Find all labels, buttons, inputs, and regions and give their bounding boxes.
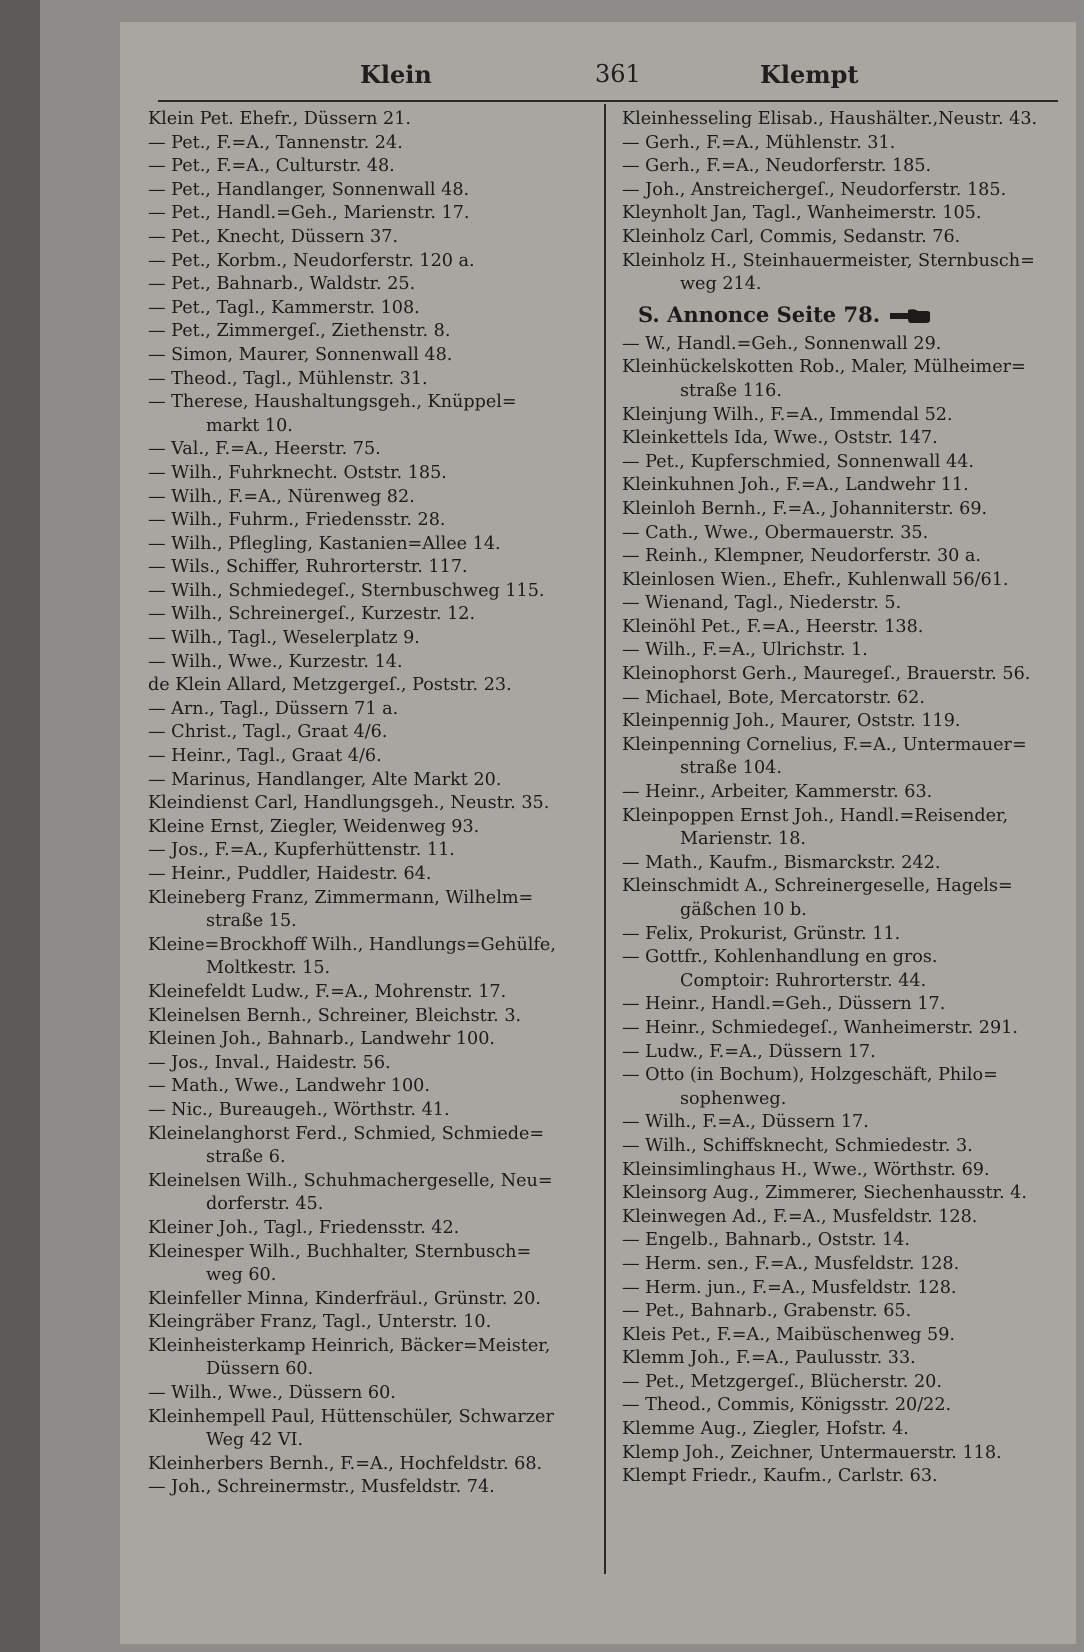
entry-text: Kleinefeldt Ludw., F.=A., Mohrenstr. 17. <box>148 981 507 1002</box>
directory-entry <box>622 1324 1062 1348</box>
entry-text: Kleineberg Franz, Zimmermann, Wilhelm= <box>148 887 534 908</box>
entry-continuation <box>148 1146 598 1170</box>
directory-entry <box>148 863 598 887</box>
directory-entry <box>148 934 598 958</box>
directory-entry <box>622 569 1062 593</box>
entry-text: — Jos., F.=A., Kupferhüttenstr. 11. <box>148 840 455 861</box>
entry-text: Kleinhempell Paul, Hüttenschüler, Schwarzer <box>148 1406 554 1427</box>
entry-text: Klemp Joh., Zeichner, Untermauerstr. 118. <box>622 1442 1002 1463</box>
entry-text: — Pet., Zimmergeſ., Ziethenstr. 8. <box>148 321 451 342</box>
entry-text: — Pet., Korbm., Neudorferstr. 120 a. <box>148 250 475 271</box>
entry-text: — Wilh., Fuhrm., Friedensstr. 28. <box>148 510 446 531</box>
directory-entry <box>148 1335 598 1359</box>
entry-text: — Wilh., F.=A., Düssern 17. <box>622 1112 869 1133</box>
entry-text: — Pet., Kupferschmied, Sonnenwall 44. <box>622 451 974 472</box>
directory-entry <box>622 1111 1062 1135</box>
entry-text: S. Annonce Seite 78. <box>638 301 881 327</box>
directory-entry <box>148 698 598 722</box>
entry-text: — Heinr., Handl.=Geh., Düssern 17. <box>622 994 946 1015</box>
entry-text: — Wienand, Tagl., Niederstr. 5. <box>622 593 902 614</box>
directory-entry <box>148 603 598 627</box>
entry-text: — Jos., Inval., Haidestr. 56. <box>148 1052 391 1073</box>
entry-continuation <box>148 1264 598 1288</box>
directory-entry <box>148 1453 598 1477</box>
entry-text: — Otto (in Bochum), Holzgeschäft, Philo= <box>622 1065 998 1086</box>
entry-text: Kleinkettels Ida, Wwe., Oststr. 147. <box>622 428 938 449</box>
directory-entry <box>622 356 1062 380</box>
directory-entry <box>622 250 1062 274</box>
directory-entry <box>622 805 1062 829</box>
entry-text: Klemme Aug., Ziegler, Hofstr. 4. <box>622 1419 909 1440</box>
directory-entry <box>148 745 598 769</box>
entry-text: — Nic., Bureaugeh., Wörthstr. 41. <box>148 1099 450 1120</box>
directory-entry <box>622 1182 1062 1206</box>
entry-text: — Pet., Handl.=Geh., Marienstr. 17. <box>148 203 470 224</box>
directory-entry <box>622 1064 1062 1088</box>
directory-entry <box>148 1099 598 1123</box>
entry-text: — Wilh., Schmiedegeſ., Sternbuschweg 115. <box>148 580 545 601</box>
directory-entry <box>148 651 598 675</box>
directory-entry <box>622 1465 1062 1489</box>
directory-entry <box>622 1041 1062 1065</box>
entry-text: weg 214. <box>680 274 762 295</box>
entry-text: Klempt Friedr., Kaufm., Carlstr. 63. <box>622 1466 938 1487</box>
entry-continuation <box>622 899 1062 923</box>
entry-text: — Pet., Metzgergeſ., Blücherstr. 20. <box>622 1371 942 1392</box>
directory-entry <box>622 1442 1062 1466</box>
directory-entry <box>622 852 1062 876</box>
entry-text: Kleis Pet., F.=A., Maibüschenweg 59. <box>622 1324 956 1345</box>
entry-text: — Pet., F.=A., Culturstr. 48. <box>148 156 395 177</box>
page-number: 361 <box>595 60 641 88</box>
entry-text: straße 6. <box>206 1147 286 1168</box>
entry-text: Kleinwegen Ad., F.=A., Musfeldstr. 128. <box>622 1206 978 1227</box>
entry-text: Kleinen Joh., Bahnarb., Landwehr 100. <box>148 1029 495 1050</box>
entry-text: Kleinöhl Pet., F.=A., Heerstr. 138. <box>622 616 924 637</box>
entry-text: — Heinr., Schmiedegeſ., Wanheimerstr. 291. <box>622 1017 1018 1038</box>
entry-text: — Wilh., Pflegling, Kastanien=Allee 14. <box>148 533 501 554</box>
entry-text: — Wilh., Schiffsknecht, Schmiedestr. 3. <box>622 1135 973 1156</box>
directory-entry <box>148 1075 598 1099</box>
entry-text: Kleinpoppen Ernst Joh., Handl.=Reisender, <box>622 805 1009 826</box>
column-divider <box>604 104 606 1574</box>
entry-text: Klemm Joh., F.=A., Paulusstr. 33. <box>622 1348 916 1369</box>
entry-text: Klein Pet. Ehefr., Düssern 21. <box>148 109 412 129</box>
directory-entry <box>622 1371 1062 1395</box>
entry-text: Kleinkuhnen Joh., F.=A., Landwehr 11. <box>622 475 969 496</box>
directory-entry <box>622 1135 1062 1159</box>
entry-text: Kleinhesseling Elisab., Haushälter.,Neustr. 43. <box>622 109 1038 129</box>
directory-entry <box>622 132 1062 156</box>
entry-text: Moltkestr. 15. <box>206 958 331 979</box>
directory-entry <box>622 404 1062 428</box>
directory-entry <box>148 1170 598 1194</box>
entry-text: Kleinloh Bernh., F.=A., Johanniterstr. 69. <box>622 498 988 519</box>
directory-entry <box>622 522 1062 546</box>
directory-entry <box>148 486 598 510</box>
directory-entry <box>622 1017 1062 1041</box>
entry-text: Kleinhückelskotten Rob., Maler, Mülheimer= <box>622 357 1026 378</box>
directory-entry <box>148 816 598 840</box>
entry-text: sophenweg. <box>680 1088 787 1109</box>
directory-entry <box>148 1288 598 1312</box>
entry-text: dorferstr. 45. <box>206 1194 324 1215</box>
entry-text: — Michael, Bote, Mercatorstr. 62. <box>622 687 925 708</box>
entry-text: — Gerh., F.=A., Mühlenstr. 31. <box>622 132 896 153</box>
directory-entry <box>148 1241 598 1265</box>
entry-continuation <box>148 1193 598 1217</box>
entry-continuation <box>148 415 598 439</box>
entry-text: — Therese, Haushaltungsgeh., Knüppel= <box>148 392 517 413</box>
entry-continuation <box>622 757 1062 781</box>
directory-entry <box>622 639 1062 663</box>
directory-entry <box>622 1418 1062 1442</box>
directory-entry <box>148 674 598 698</box>
left-column <box>148 108 598 1500</box>
entry-text: Düssern 60. <box>206 1359 314 1380</box>
entry-text: Weg 42 VI. <box>206 1430 304 1451</box>
entry-text: Kleinelanghorst Ferd., Schmied, Schmiede= <box>148 1123 545 1144</box>
entry-text: — Simon, Maurer, Sonnenwall 48. <box>148 344 453 365</box>
entry-text: — Wils., Schiffer, Ruhrorterstr. 117. <box>148 557 468 578</box>
directory-entry <box>148 344 598 368</box>
directory-entry <box>622 781 1062 805</box>
entry-text: — Pet., F.=A., Tannenstr. 24. <box>148 132 403 153</box>
directory-entry <box>148 438 598 462</box>
entry-text: — Marinus, Handlanger, Alte Markt 20. <box>148 769 502 790</box>
entry-text: Kleinelsen Bernh., Schreiner, Bleichstr. 3. <box>148 1005 522 1026</box>
directory-entry <box>622 451 1062 475</box>
entry-text: — Wilh., Wwe., Düssern 60. <box>148 1383 396 1404</box>
entry-text: — Wilh., F.=A., Ulrichstr. 1. <box>622 640 868 661</box>
entry-continuation <box>148 910 598 934</box>
entry-text: Kleingräber Franz, Tagl., Unterstr. 10. <box>148 1312 492 1333</box>
directory-entry <box>622 1206 1062 1230</box>
entry-text: Kleinpenning Cornelius, F.=A., Untermauer= <box>622 734 1027 755</box>
directory-entry <box>622 427 1062 451</box>
entry-text: — Herm. sen., F.=A., Musfeldstr. 128. <box>622 1253 960 1274</box>
entry-text: — Pet., Knecht, Düssern 37. <box>148 226 399 247</box>
directory-entry <box>148 769 598 793</box>
directory-entry <box>148 627 598 651</box>
entry-text: — Gerh., F.=A., Neudorferstr. 185. <box>622 156 932 177</box>
directory-entry <box>622 226 1062 250</box>
directory-entry <box>148 1382 598 1406</box>
directory-entry <box>148 533 598 557</box>
directory-entry <box>622 1347 1062 1371</box>
entry-text: Kleinholz Carl, Commis, Sedanstr. 76. <box>622 226 961 247</box>
directory-entry <box>622 710 1062 734</box>
entry-text: Kleindienst Carl, Handlungsgeh., Neustr. 35. <box>148 793 550 814</box>
entry-continuation <box>148 1429 598 1453</box>
directory-entry <box>148 792 598 816</box>
entry-text: — Heinr., Puddler, Haidestr. 64. <box>148 864 432 884</box>
entry-text: — Joh., Schreinermstr., Musfeldstr. 74. <box>148 1477 495 1498</box>
entry-text: — Wilh., Schreinergeſ., Kurzestr. 12. <box>148 604 476 625</box>
entry-text: Kleinophorst Gerh., Mauregeſ., Brauerstr. 56. <box>622 664 1031 685</box>
entry-text: — Heinr., Arbeiter, Kammerstr. 63. <box>622 782 933 803</box>
entry-text: straße 15. <box>206 911 297 932</box>
directory-entry <box>622 1229 1062 1253</box>
entry-text: Kleine Ernst, Ziegler, Weidenweg 93. <box>148 816 480 837</box>
directory-entry <box>622 1253 1062 1277</box>
directory-entry <box>148 1028 598 1052</box>
directory-entry <box>148 320 598 344</box>
entry-text: Kleinlosen Wien., Ehefr., Kuhlenwall 56/61. <box>622 569 1009 590</box>
directory-entry <box>622 498 1062 522</box>
directory-entry <box>148 1005 598 1029</box>
entry-continuation <box>148 957 598 981</box>
directory-entry <box>622 1394 1062 1418</box>
entry-text: Kleynholt Jan, Tagl., Wanheimerstr. 105. <box>622 203 982 224</box>
entry-continuation <box>622 380 1062 404</box>
entry-text: Kleinpennig Joh., Maurer, Oststr. 119. <box>622 711 961 732</box>
entry-text: weg 60. <box>206 1265 277 1286</box>
entry-text: Kleiner Joh., Tagl., Friedensstr. 42. <box>148 1217 460 1238</box>
directory-entry <box>148 1052 598 1076</box>
entry-text: — Val., F.=A., Heerstr. 75. <box>148 439 381 460</box>
directory-entry <box>148 1123 598 1147</box>
entry-text: Kleine=Brockhoff Wilh., Handlungs=Gehülfe, <box>148 934 556 955</box>
directory-entry <box>622 202 1062 226</box>
directory-entry <box>622 875 1062 899</box>
entry-text: — Wilh., Wwe., Kurzestr. 14. <box>148 651 403 672</box>
entry-continuation <box>622 273 1062 297</box>
directory-entry <box>148 1217 598 1241</box>
entry-text: Kleinholz H., Steinhauermeister, Sternbusch= <box>622 250 1035 271</box>
pointing-hand-icon <box>888 307 932 325</box>
directory-entry <box>622 108 1062 132</box>
entry-text: straße 104. <box>680 758 782 779</box>
entry-text: — Reinh., Klempner, Neudorferstr. 30 a. <box>622 546 982 567</box>
directory-entry <box>148 556 598 580</box>
directory-entry <box>622 734 1062 758</box>
book-edge <box>0 0 40 1652</box>
entry-text: — Theod., Commis, Königsstr. 20/22. <box>622 1395 952 1416</box>
directory-entry <box>148 580 598 604</box>
directory-entry <box>622 663 1062 687</box>
entry-text: — Engelb., Bahnarb., Oststr. 14. <box>622 1230 910 1251</box>
entry-text: Kleinesper Wilh., Buchhalter, Sternbusch= <box>148 1241 532 1262</box>
entry-text: Kleinsimlinghaus H., Wwe., Wörthstr. 69. <box>622 1159 990 1180</box>
directory-entry <box>148 1311 598 1335</box>
directory-entry <box>148 108 598 132</box>
directory-entry <box>622 333 1062 357</box>
right-column <box>622 108 1062 1489</box>
entry-text: Marienstr. 18. <box>680 829 807 850</box>
directory-entry <box>148 132 598 156</box>
directory-entry <box>148 155 598 179</box>
directory-entry <box>148 297 598 321</box>
directory-entry <box>148 250 598 274</box>
directory-entry <box>148 887 598 911</box>
directory-entry <box>622 616 1062 640</box>
entry-text: — Joh., Anstreichergeſ., Neudorferstr. 185. <box>622 179 1007 200</box>
entry-text: — Felix, Prokurist, Grünstr. 11. <box>622 923 901 944</box>
entry-text: Kleinjung Wilh., F.=A., Immendal 52. <box>622 404 953 425</box>
header-left-word: Klein <box>360 60 432 89</box>
directory-entry <box>622 179 1062 203</box>
entry-text: — Heinr., Tagl., Graat 4/6. <box>148 746 382 767</box>
entry-text: Kleinschmidt A., Schreinergeselle, Hagels= <box>622 876 1013 897</box>
directory-entry <box>148 368 598 392</box>
advertisement-reference <box>622 297 1062 333</box>
directory-entry <box>622 592 1062 616</box>
directory-entry <box>622 946 1062 970</box>
directory-entry <box>148 226 598 250</box>
entry-text: — Wilh., F.=A., Nürenweg 82. <box>148 486 415 507</box>
directory-entry <box>622 155 1062 179</box>
entry-text: — W., Handl.=Geh., Sonnenwall 29. <box>622 333 942 354</box>
directory-entry <box>622 1277 1062 1301</box>
entry-text: — Math., Kaufm., Bismarckstr. 242. <box>622 852 941 873</box>
entry-text: — Pet., Handlanger, Sonnenwall 48. <box>148 179 470 200</box>
entry-continuation <box>622 828 1062 852</box>
entry-text: — Math., Wwe., Landwehr 100. <box>148 1076 430 1097</box>
entry-text: — Pet., Bahnarb., Waldstr. 25. <box>148 274 416 295</box>
directory-entry <box>148 391 598 415</box>
directory-entry <box>622 993 1062 1017</box>
entry-text: de Klein Allard, Metzgergeſ., Poststr. 23. <box>148 675 512 696</box>
directory-entry <box>148 981 598 1005</box>
directory-entry <box>148 1476 598 1500</box>
entry-text: — Gottfr., Kohlenhandlung en gros. <box>622 947 938 968</box>
entry-text: — Arn., Tagl., Düssern 71 a. <box>148 698 399 719</box>
directory-entry <box>148 839 598 863</box>
running-header <box>140 60 1070 100</box>
entry-text: — Wilh., Fuhrknecht. Oststr. 185. <box>148 462 447 483</box>
entry-text: — Cath., Wwe., Obermauerstr. 35. <box>622 522 929 543</box>
directory-entry <box>148 462 598 486</box>
entry-text: gäßchen 10 b. <box>680 900 807 920</box>
entry-continuation <box>148 1358 598 1382</box>
directory-entry <box>148 509 598 533</box>
entry-text: — Wilh., Tagl., Weselerplatz 9. <box>148 628 420 649</box>
entry-continuation <box>622 1088 1062 1112</box>
directory-entry <box>148 273 598 297</box>
entry-text: Comptoir: Ruhrorterstr. 44. <box>680 970 927 991</box>
directory-entry <box>148 1406 598 1430</box>
entry-text: — Pet., Bahnarb., Grabenstr. 65. <box>622 1301 912 1322</box>
directory-entry <box>622 1300 1062 1324</box>
directory-entry <box>622 923 1062 947</box>
directory-entry <box>622 687 1062 711</box>
entry-text: — Herm. jun., F.=A., Musfeldstr. 128. <box>622 1277 957 1298</box>
header-right-word: Klempt <box>760 60 859 89</box>
entry-text: Kleinelsen Wilh., Schuhmachergeselle, Neu= <box>148 1170 553 1191</box>
directory-entry <box>622 1159 1062 1183</box>
entry-text: Kleinherbers Bernh., F.=A., Hochfeldstr. 68. <box>148 1453 543 1474</box>
entry-text: — Theod., Tagl., Mühlenstr. 31. <box>148 368 428 389</box>
header-rule <box>158 100 1058 102</box>
directory-entry <box>148 202 598 226</box>
entry-text: — Pet., Tagl., Kammerstr. 108. <box>148 297 420 318</box>
entry-continuation <box>622 970 1062 994</box>
entry-text: Kleinheisterkamp Heinrich, Bäcker=Meister, <box>148 1335 551 1356</box>
entry-text: Kleinsorg Aug., Zimmerer, Siechenhausstr. 4. <box>622 1183 1027 1204</box>
directory-entry <box>622 474 1062 498</box>
directory-entry <box>622 545 1062 569</box>
directory-entry <box>148 721 598 745</box>
entry-text: — Ludw., F.=A., Düssern 17. <box>622 1041 876 1062</box>
entry-text: markt 10. <box>206 415 293 436</box>
entry-text: Kleinfeller Minna, Kinderfräul., Grünstr. 20. <box>148 1288 541 1309</box>
entry-text: — Christ., Tagl., Graat 4/6. <box>148 722 388 743</box>
directory-entry <box>148 179 598 203</box>
entry-text: straße 116. <box>680 380 782 401</box>
